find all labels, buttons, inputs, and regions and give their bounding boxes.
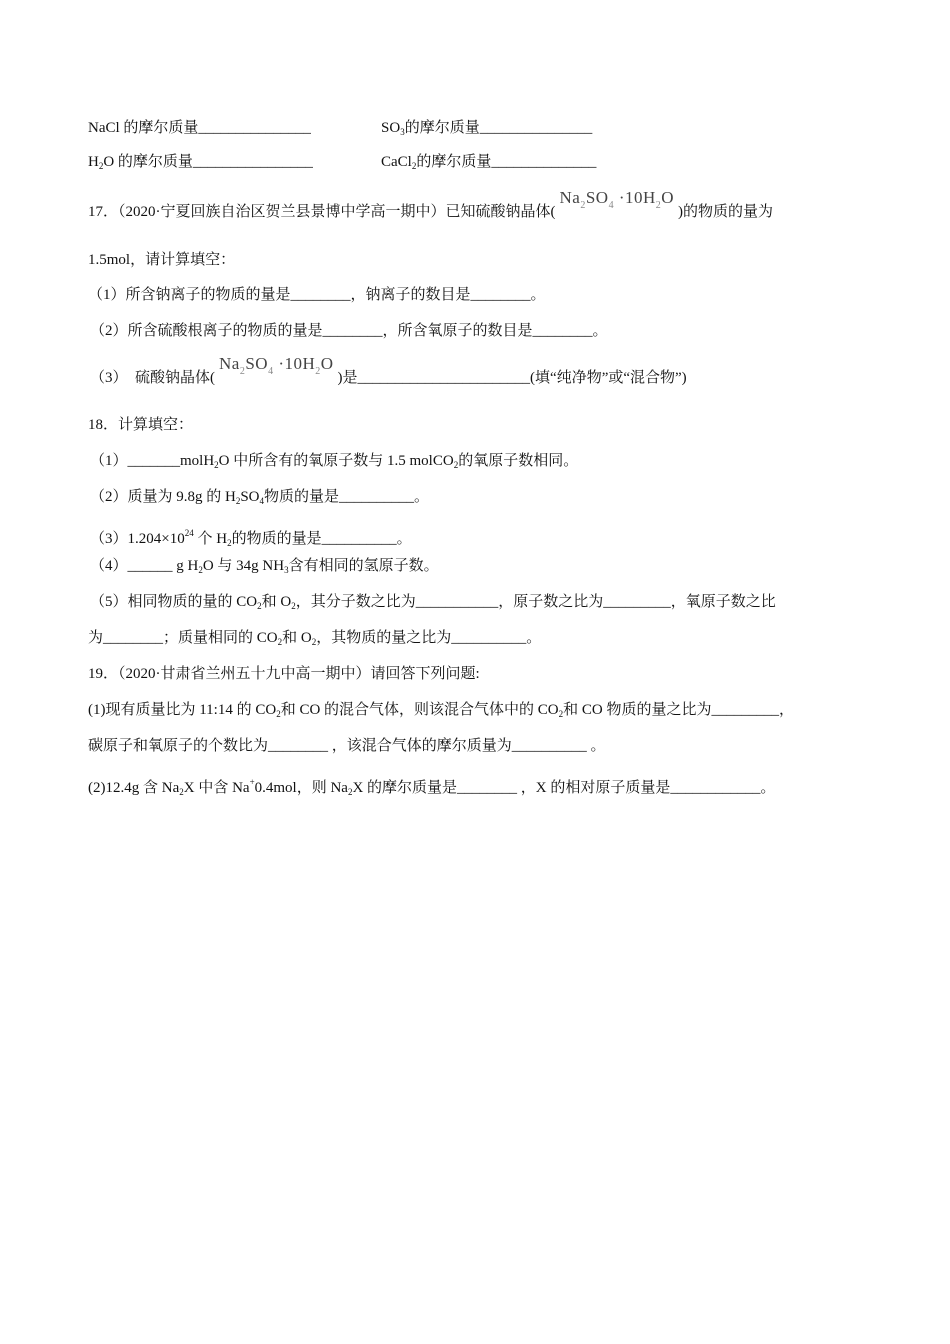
text-run: O <box>661 188 675 207</box>
text-run: （1）_______molH <box>90 453 215 469</box>
subscript: 2 <box>98 161 104 171</box>
subscript: 2 <box>580 200 586 211</box>
text-run: 的摩尔质量______________ <box>416 154 597 170</box>
text-run: 18．计算填空： <box>88 417 194 433</box>
superscript: 24 <box>184 528 194 538</box>
chemical-formula <box>215 354 338 382</box>
document-line <box>88 118 311 138</box>
document-line <box>90 321 608 341</box>
text-run: 0.4mol，则 Na <box>254 780 348 796</box>
subscript: 4 <box>608 200 615 211</box>
subscript: 2 <box>453 460 459 470</box>
text-run: 和 O <box>282 630 312 646</box>
subscript: 2 <box>227 538 232 548</box>
text-run: 物质的量是__________。 <box>264 489 430 505</box>
text-run: H <box>88 154 99 170</box>
document-line <box>88 700 794 724</box>
subscript: 4 <box>259 496 265 506</box>
subscript: 3 <box>284 565 289 575</box>
text-run: 个 H <box>193 531 228 547</box>
subscript: 2 <box>277 637 283 647</box>
text-run: 碳原子和氧原子的个数比为________ ，该混合气体的摩尔质量为__________ 。 <box>88 738 606 754</box>
text-run: （2）质量为 9.8g 的 H <box>90 489 236 505</box>
document-line <box>88 285 546 305</box>
document-line <box>90 592 776 616</box>
text-run: (1)现有质量比为 11:14 的 CO <box>88 702 277 718</box>
document-line <box>88 415 193 435</box>
document-line <box>88 152 313 176</box>
document-line <box>88 628 541 652</box>
text-run: 为________；质量相同的 CO <box>88 630 278 646</box>
text-run: )是_______________________(填“纯净物”或“混合物”) <box>337 370 687 386</box>
subscript: 2 <box>291 601 296 611</box>
subscript: 2 <box>235 496 241 506</box>
text-run: （3）1.204×10 <box>90 531 185 547</box>
text-run: ·10H <box>614 188 656 207</box>
text-run: O 与 34g NH <box>202 558 285 574</box>
text-run: SO <box>381 120 401 136</box>
superscript: + <box>249 777 255 787</box>
text-run: 和 CO 物质的量之比为_________， <box>563 702 794 718</box>
document-line <box>90 487 429 511</box>
subscript: 2 <box>214 460 219 470</box>
text-run: 和 CO 的混合气体，则该混合气体中的 CO <box>280 702 559 718</box>
text-run: X 中含 Na <box>183 780 250 796</box>
text-run: （5）相同物质的量的 CO <box>90 594 258 610</box>
subscript: 2 <box>558 709 564 719</box>
text-run: SO <box>585 188 609 207</box>
text-run: Na <box>219 354 240 373</box>
text-run: 17．（2020·宁夏回族自治区贺兰县景博中学高一期中）已知硫酸钠晶体( <box>88 204 556 220</box>
text-run: ，其物质的量之比为__________。 <box>316 630 542 646</box>
subscript: 2 <box>655 200 662 211</box>
text-run: ·10H <box>273 354 316 373</box>
document-line <box>90 451 578 475</box>
text-run: NaCl 的摩尔质量_______________ <box>88 120 311 136</box>
subscript: 2 <box>257 601 262 611</box>
text-run: （1）所含钠离子的物质的量是________，钠离子的数目是________。 <box>88 287 546 303</box>
text-run: O 中所含有的氧原子数与 1.5 molCO <box>218 453 454 469</box>
chemical-formula <box>556 188 679 216</box>
text-run: 1.5mol，请计算填空： <box>88 252 236 268</box>
text-run: 19．（2020·甘肃省兰州五十九中高一期中）请回答下列问题: <box>88 666 480 682</box>
subscript: 2 <box>276 709 281 719</box>
text-run: (2)12.4g 含 Na <box>88 780 180 796</box>
document-line <box>90 523 412 553</box>
document-line <box>88 188 774 229</box>
text-run: O <box>320 354 334 373</box>
document-line <box>88 736 606 756</box>
document-line <box>381 118 592 142</box>
text-run: Na <box>559 188 581 207</box>
text-run: （2）所含硫酸根离子的物质的量是________，所含氧原子的数目是________。 <box>90 323 608 339</box>
text-run: 含有相同的氢原子数。 <box>288 558 439 574</box>
text-run: SO <box>240 489 260 505</box>
text-run: 的摩尔质量_______________ <box>404 120 593 136</box>
text-run: CaCl <box>381 154 412 170</box>
text-run: 和 O <box>261 594 292 610</box>
text-run: X 的摩尔质量是________ ，X 的相对原子质量是____________。 <box>352 780 776 796</box>
text-run: O 的摩尔质量________________ <box>103 154 313 170</box>
document-line <box>90 354 687 395</box>
subscript: 2 <box>239 366 246 377</box>
subscript: 2 <box>315 366 321 377</box>
document-line <box>88 664 480 684</box>
document-line <box>90 556 439 580</box>
document-line <box>381 152 596 176</box>
document-line <box>88 772 775 802</box>
subscript: 2 <box>198 565 203 575</box>
text-run: 的氧原子数相同。 <box>458 453 579 469</box>
document-line <box>88 250 235 270</box>
subscript: 2 <box>347 787 353 797</box>
text-run: ，其分子数之比为___________，原子数之比为_________，氧原子数之比 <box>295 594 776 610</box>
text-run: （3） 硫酸钠晶体( <box>90 370 215 386</box>
subscript: 2 <box>411 161 417 171</box>
text-run: 的物质的量是__________。 <box>231 531 412 547</box>
text-run: )的物质的量为 <box>678 204 774 220</box>
subscript: 2 <box>179 787 184 797</box>
text-run: （4）______ g H <box>90 558 199 574</box>
subscript: 4 <box>268 366 274 377</box>
subscript: 2 <box>311 637 317 647</box>
text-run: SO <box>245 354 269 373</box>
subscript: 3 <box>400 127 405 137</box>
